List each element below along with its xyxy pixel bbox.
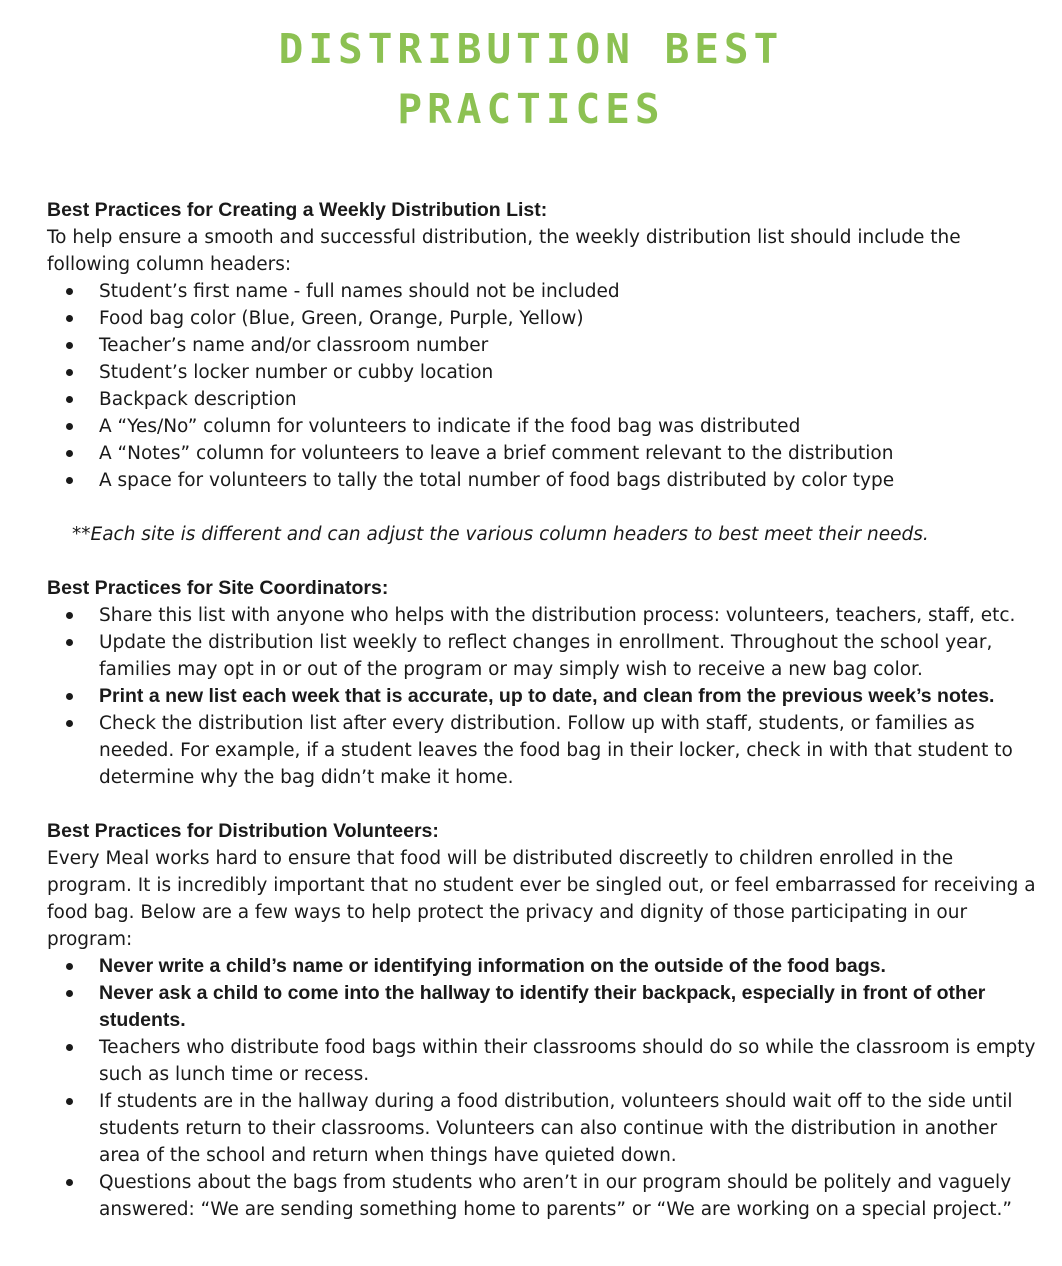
bullet-icon	[66, 1179, 73, 1186]
spacer	[47, 548, 1037, 575]
list-item: Questions about the bags from students who aren’t in our program should be politely and vaguely answered: “We are sending something home to parents” or “We are working on a special project.”	[47, 1169, 1037, 1223]
list-item: Teachers who distribute food bags within their classrooms should do so while the classroom is empty such as lunch time or recess.	[47, 1034, 1037, 1088]
bullet-icon	[66, 1098, 73, 1105]
list-item: Teacher’s name and/or classroom number	[47, 332, 1037, 359]
bullet-icon	[66, 396, 73, 403]
bullet-icon	[66, 693, 73, 700]
column-headers-list	[47, 278, 1037, 494]
list-item: Food bag color (Blue, Green, Orange, Purple, Yellow)	[47, 305, 1037, 332]
bullet-icon	[66, 477, 73, 484]
bullet-icon	[66, 1044, 73, 1051]
weekly-list-intro: To help ensure a smooth and successful distribution, the weekly distribution list should include the following column headers:	[47, 227, 961, 275]
volunteers-section	[47, 818, 1037, 1223]
bullet-icon	[66, 450, 73, 457]
spacer	[47, 494, 1037, 521]
volunteers-heading: Best Practices for Distribution Volunteers:	[47, 820, 439, 842]
bullet-icon	[66, 288, 73, 295]
bullet-icon	[66, 639, 73, 646]
weekly-list-section	[47, 197, 1037, 548]
site-adjustment-note: **Each site is different and can adjust the various column headers to best meet their needs.	[72, 524, 929, 545]
list-item: Backpack description	[47, 386, 1037, 413]
list-item: Check the distribution list after every distribution. Follow up with staff, students, or families as needed. For example, if a student leaves the food bag in their locker, check in with that student to determine why the bag didn’t make it home.	[47, 710, 1037, 791]
list-item: Never ask a child to come into the hallway to identify their backpack, especially in front of other students.	[47, 980, 1037, 1034]
bullet-icon	[66, 963, 73, 970]
coordinators-list	[47, 602, 1037, 791]
bullet-icon	[66, 315, 73, 322]
volunteers-intro: Every Meal works hard to ensure that food will be distributed discreetly to children enrolled in the program. It is incredibly important that no student ever be singled out, or feel embarrassed for receiving a food bag. Below are a few ways to help protect the privacy and dignity of those participating in our program:	[47, 848, 1036, 950]
page-title-line-2: PRACTICES	[397, 85, 665, 133]
coordinators-heading: Best Practices for Site Coordinators:	[47, 577, 389, 599]
list-item: A space for volunteers to tally the total number of food bags distributed by color type	[47, 467, 1037, 494]
page-title	[0, 0, 1062, 139]
bullet-icon	[66, 423, 73, 430]
document-body	[47, 197, 1037, 1223]
bullet-icon	[66, 990, 73, 997]
spacer	[47, 791, 1037, 818]
list-item: Student’s locker number or cubby location	[47, 359, 1037, 386]
weekly-list-heading: Best Practices for Creating a Weekly Distribution List:	[47, 199, 548, 221]
list-item: Student’s first name - full names should not be included	[47, 278, 1037, 305]
bullet-icon	[66, 612, 73, 619]
volunteers-list	[47, 953, 1037, 1223]
list-item: A “Notes” column for volunteers to leave a brief comment relevant to the distribution	[47, 440, 1037, 467]
bullet-icon	[66, 369, 73, 376]
coordinators-section	[47, 575, 1037, 791]
list-item: Update the distribution list weekly to reflect changes in enrollment. Throughout the school year, families may opt in or out of the program or may simply wish to receive a new bag color.	[47, 629, 1037, 683]
page-title-line-1: DISTRIBUTION BEST	[278, 25, 784, 73]
bullet-icon	[66, 342, 73, 349]
list-item: Never write a child’s name or identifying information on the outside of the food bags.	[47, 953, 1037, 980]
bullet-icon	[66, 720, 73, 727]
list-item: If students are in the hallway during a food distribution, volunteers should wait off to the side until students return to their classrooms. Volunteers can also continue with the distribution in another area of the school and return when things have quieted down.	[47, 1088, 1037, 1169]
list-item: Print a new list each week that is accurate, up to date, and clean from the previous week’s notes.	[47, 683, 1037, 710]
list-item: Share this list with anyone who helps with the distribution process: volunteers, teachers, staff, etc.	[47, 602, 1037, 629]
list-item: A “Yes/No” column for volunteers to indicate if the food bag was distributed	[47, 413, 1037, 440]
